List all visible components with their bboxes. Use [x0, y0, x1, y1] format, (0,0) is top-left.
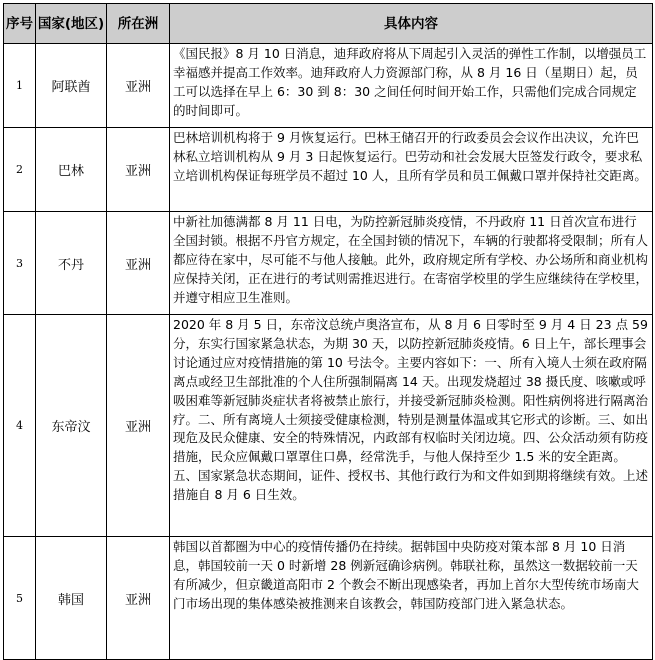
row-index: 2 [4, 128, 36, 212]
row-index: 5 [4, 537, 36, 660]
row-content: 中新社加德满都 8 月 11 日电，为防控新冠肺炎疫情，不丹政府 11 日首次宣布进行全国封锁。根据不丹官方规定，在全国封锁的情况下，车辆的行驶都将受限制；所有人都应待在家中，尽可能不与他人接触。此外，政府规定所有学校、办公场所和商业机构应保持关闭，正在进行的考试则需推迟进行。在寄宿学校里的学生应继续待在学校里，并遵守相应卫生准则。 [170, 212, 653, 315]
row-region: 亚洲 [107, 212, 170, 315]
row-region: 亚洲 [107, 537, 170, 660]
table-row [4, 212, 653, 315]
header-index: 序号 [4, 4, 36, 44]
table-row [4, 44, 653, 128]
row-country: 韩国 [36, 537, 107, 660]
row-country: 不丹 [36, 212, 107, 315]
header-country: 国家(地区) [36, 4, 107, 44]
table-header-row [4, 4, 653, 44]
row-country: 阿联酋 [36, 44, 107, 128]
table-row [4, 315, 653, 537]
row-content: 巴林培训机构将于 9 月恢复运行。巴林王储召开的行政委员会会议作出决议，允许巴林私立培训机构从 9 月 3 日起恢复运行。巴劳动和社会发展大臣签发行政令，要求私立培训机构保证每班学员不超过 10 人，且所有学员和员工佩戴口罩并保持社交距离。 [170, 128, 653, 212]
table-row [4, 128, 653, 212]
row-region: 亚洲 [107, 44, 170, 128]
row-content: 《国民报》8 月 10 日消息，迪拜政府将从下周起引入灵活的弹性工作制，以增强员工幸福感并提高工作效率。迪拜政府人力资源部门称，从 8 月 16 日（星期日）起，员工可以选择在早上 6：30 到 8：30 之间任何时间开始工作，只需他们完成合同规定的时间即可。 [170, 44, 653, 128]
row-index: 1 [4, 44, 36, 128]
row-region: 亚洲 [107, 315, 170, 537]
header-content: 具体内容 [170, 4, 653, 44]
row-content: 韩国以首都圈为中心的疫情传播仍在持续。据韩国中央防疫对策本部 8 月 10 日消息，韩国较前一天 0 时新增 28 例新冠确诊病例。韩联社称，虽然这一数据较前一天有所减少，但京畿道高阳市 2 个教会不断出现感染者，再加上首尔大型传统市场南大门市场出现的集体感染被推测来自该教会，韩国防疫部门进入紧急状态。 [170, 537, 653, 660]
row-country: 巴林 [36, 128, 107, 212]
table-row [4, 537, 653, 660]
row-index: 3 [4, 212, 36, 315]
row-region: 亚洲 [107, 128, 170, 212]
epidemic-measures-table [3, 3, 653, 660]
row-country: 东帝汶 [36, 315, 107, 537]
row-index: 4 [4, 315, 36, 537]
row-content: 2020 年 8 月 5 日，东帝汶总统卢奥洛宣布，从 8 月 6 日零时至 9 月 4 日 23 点 59 分，东实行国家紧急状态，为期 30 天，以防控新冠肺炎疫情。6 日上午，部长理事会讨论通过应对疫情措施的第 10 号法令。主要内容如下：一、所有入境人士须在政府隔离点或经卫生部批准的个人住所强制隔离 14 天。出现发烧超过 38 摄氏度、咳嗽或呼吸困难等新冠肺炎症状者将被禁止旅行，并接受新冠肺炎检测。阳性病例将进行隔离治疗。二、所有离境人士须接受健康检测，特别是测量体温或其它形式的诊断。三、如出现危及民众健康、安全的特殊情况，内政部有权临时关闭边境。四、公众活动须有防疫措施，民众应佩戴口罩罩住口鼻，经常洗手，与他人保持至少 1.5 米的安全距离。五、国家紧急状态期间，证件、授权书、其他行政行为和文件如到期将继续有效。上述措施自 8 月 6 日生效。 [170, 315, 653, 537]
header-region: 所在洲 [107, 4, 170, 44]
